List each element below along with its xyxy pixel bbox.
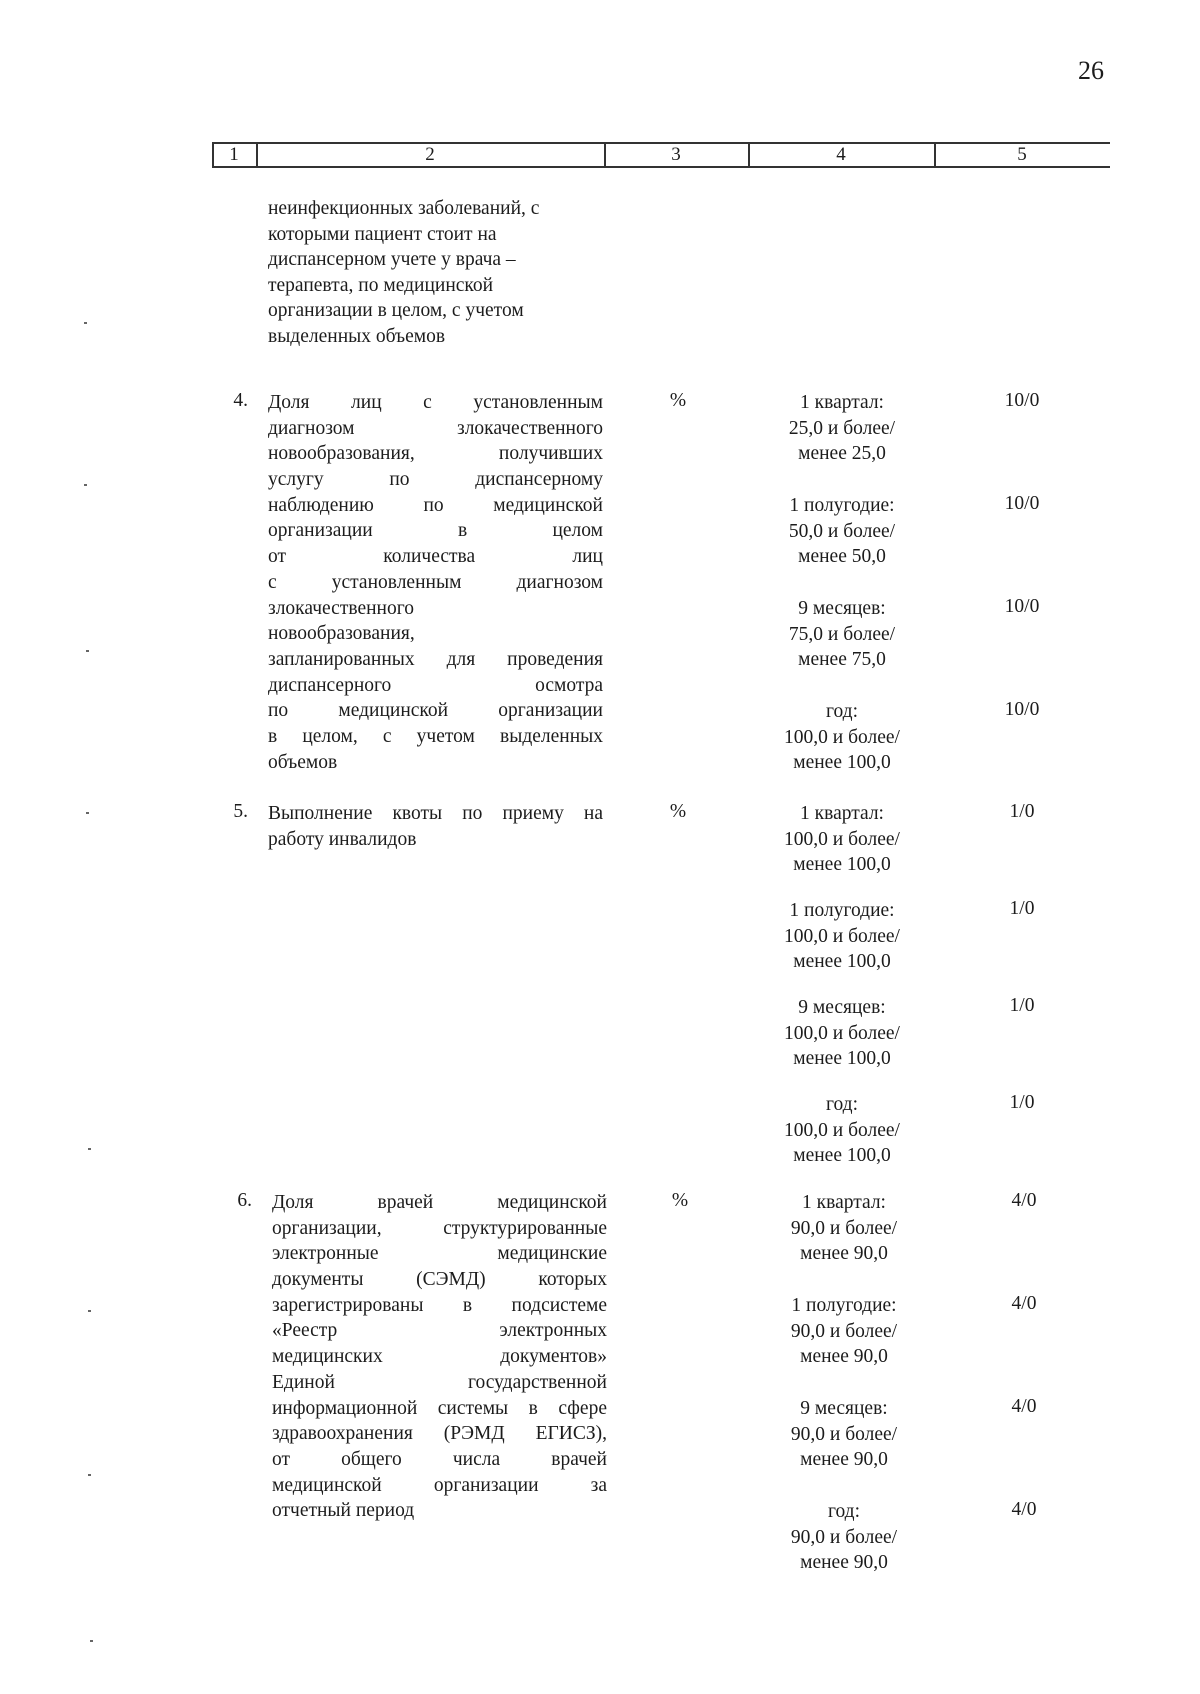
text-line: Выполнение квоты по приему на — [268, 803, 603, 824]
threshold-above: 100,0 и более/ — [784, 1119, 900, 1141]
text-line: в целом, с учетом выделенных — [268, 725, 603, 747]
text-line: диспансерного осмотра — [268, 674, 603, 696]
row-name — [268, 801, 603, 852]
text-line: диагнозом злокачественного — [268, 417, 603, 439]
period-cell — [744, 1396, 944, 1473]
text-line: отчетный период — [272, 1500, 415, 1522]
unit-cell: % — [669, 801, 687, 822]
period-cell — [742, 390, 942, 467]
threshold-below: менее 100,0 — [793, 1145, 891, 1167]
header-bottom-rule — [212, 166, 1110, 168]
row-name — [272, 1190, 607, 1524]
period-label: 9 месяцев: — [798, 598, 886, 619]
threshold-above: 100,0 и более/ — [784, 726, 900, 748]
scan-speck — [84, 484, 87, 486]
threshold-above: 90,0 и более/ — [790, 1217, 898, 1239]
text-line: Единой государственной — [272, 1371, 607, 1393]
page-number: 26 — [1078, 56, 1104, 85]
period-label: 1 полугодие: — [789, 495, 895, 516]
period-cell — [744, 1190, 944, 1267]
text-line: от количества лиц — [268, 546, 603, 568]
text-line: новообразования, получивших — [268, 443, 603, 465]
column-number: 3 — [671, 144, 681, 165]
scan-speck — [88, 1148, 91, 1150]
text-line: «Реестр электронных — [272, 1320, 607, 1342]
row-number: 4. — [233, 390, 248, 411]
text-line: терапевта, по медицинской — [268, 274, 494, 296]
text-line: новообразования, — [268, 623, 415, 645]
threshold-above: 90,0 и более/ — [790, 1526, 898, 1548]
period-label: 1 квартал: — [800, 392, 884, 413]
text-line: организации в целом — [268, 520, 603, 542]
score-cell: 10/0 — [1004, 699, 1040, 720]
period-cell — [744, 1293, 944, 1370]
period-label: 1 полугодие: — [791, 1295, 897, 1316]
unit-cell: % — [669, 390, 687, 411]
threshold-below: менее 90,0 — [800, 1346, 888, 1368]
score-cell: 1/0 — [1009, 1092, 1035, 1113]
period-label: год: — [825, 701, 859, 722]
text-line: выделенных объемов — [268, 325, 446, 347]
threshold-below: менее 75,0 — [798, 649, 886, 671]
text-line: наблюдению по медицинской — [268, 494, 603, 516]
column-number: 1 — [229, 144, 239, 165]
threshold-above: 100,0 и более/ — [784, 1022, 900, 1044]
threshold-above: 100,0 и более/ — [784, 925, 900, 947]
threshold-above: 90,0 и более/ — [790, 1423, 898, 1445]
unit-cell: % — [671, 1190, 689, 1211]
period-label: 1 квартал: — [802, 1192, 886, 1213]
row-name — [268, 390, 603, 775]
threshold-below: менее 90,0 — [800, 1552, 888, 1574]
text-line: Доля лиц с установленным — [268, 392, 603, 413]
threshold-below: менее 100,0 — [793, 951, 891, 973]
score-cell: 1/0 — [1009, 801, 1035, 822]
threshold-above: 25,0 и более/ — [788, 417, 896, 439]
scan-speck — [86, 812, 89, 814]
text-line: работу инвалидов — [268, 828, 417, 850]
threshold-above: 100,0 и более/ — [784, 828, 900, 850]
threshold-below: менее 90,0 — [800, 1449, 888, 1471]
column-number: 4 — [836, 144, 846, 165]
period-label: 9 месяцев: — [798, 997, 886, 1018]
continuation-text — [268, 196, 588, 350]
text-line: организации в целом, с учетом — [268, 300, 524, 322]
score-cell: 10/0 — [1004, 493, 1040, 514]
text-line: неинфекционных заболеваний, с — [268, 198, 540, 219]
score-cell: 10/0 — [1004, 596, 1040, 617]
period-label: 1 полугодие: — [789, 900, 895, 921]
text-line: здравоохранения (РЭМД ЕГИСЗ), — [272, 1423, 607, 1445]
column-number: 5 — [1017, 144, 1027, 165]
text-line: документы (СЭМД) которых — [272, 1269, 607, 1291]
threshold-above: 50,0 и более/ — [788, 520, 896, 542]
text-line: медицинской организации за — [272, 1474, 607, 1496]
text-line: по медицинской организации — [268, 700, 603, 722]
period-label: год: — [827, 1501, 861, 1522]
text-line: запланированных для проведения — [268, 648, 603, 670]
score-cell: 4/0 — [1011, 1293, 1037, 1314]
scan-speck — [88, 1310, 91, 1312]
threshold-below: менее 50,0 — [798, 546, 886, 568]
scan-speck — [84, 322, 87, 324]
period-label: 9 месяцев: — [800, 1398, 888, 1419]
column-number-header — [212, 142, 1110, 168]
score-cell: 10/0 — [1004, 390, 1040, 411]
period-cell — [742, 898, 942, 975]
score-cell: 1/0 — [1009, 995, 1035, 1016]
row-number: 6. — [237, 1190, 252, 1211]
period-cell — [744, 1499, 944, 1576]
threshold-below: менее 25,0 — [798, 443, 886, 465]
threshold-below: менее 100,0 — [793, 854, 891, 876]
text-line: электронные медицинские — [272, 1243, 607, 1265]
column-number: 2 — [425, 144, 435, 165]
scan-speck — [86, 650, 89, 652]
threshold-below: менее 90,0 — [800, 1243, 888, 1265]
text-line: услугу по диспансерному — [268, 469, 603, 491]
threshold-below: менее 100,0 — [793, 752, 891, 774]
score-cell: 4/0 — [1011, 1190, 1037, 1211]
text-line: зарегистрированы в подсистеме — [272, 1294, 607, 1316]
text-line: информационной системы в сфере — [272, 1397, 607, 1419]
text-line: злокачественного — [268, 597, 414, 619]
scan-speck — [88, 1474, 91, 1476]
threshold-above: 75,0 и более/ — [788, 623, 896, 645]
period-cell — [742, 699, 942, 776]
text-line: с установленным диагнозом — [268, 571, 603, 593]
text-line: которыми пациент стоит на — [268, 223, 497, 245]
period-cell — [742, 493, 942, 570]
period-cell — [742, 801, 942, 878]
scan-speck — [90, 1640, 93, 1642]
threshold-above: 90,0 и более/ — [790, 1320, 898, 1342]
row-number: 5. — [233, 801, 248, 822]
period-cell — [742, 995, 942, 1072]
text-line: организации, структурированные — [272, 1217, 607, 1239]
text-line: от общего числа врачей — [272, 1448, 607, 1470]
score-cell: 4/0 — [1011, 1396, 1037, 1417]
text-line: медицинских документов» — [272, 1346, 607, 1368]
text-line: диспансерном учете у врача – — [268, 249, 516, 271]
score-cell: 4/0 — [1011, 1499, 1037, 1520]
threshold-below: менее 100,0 — [793, 1048, 891, 1070]
period-cell — [742, 596, 942, 673]
text-line: объемов — [268, 751, 338, 773]
period-label: 1 квартал: — [800, 803, 884, 824]
period-label: год: — [825, 1094, 859, 1115]
period-cell — [742, 1092, 942, 1169]
score-cell: 1/0 — [1009, 898, 1035, 919]
text-line: Доля врачей медицинской — [272, 1192, 607, 1213]
